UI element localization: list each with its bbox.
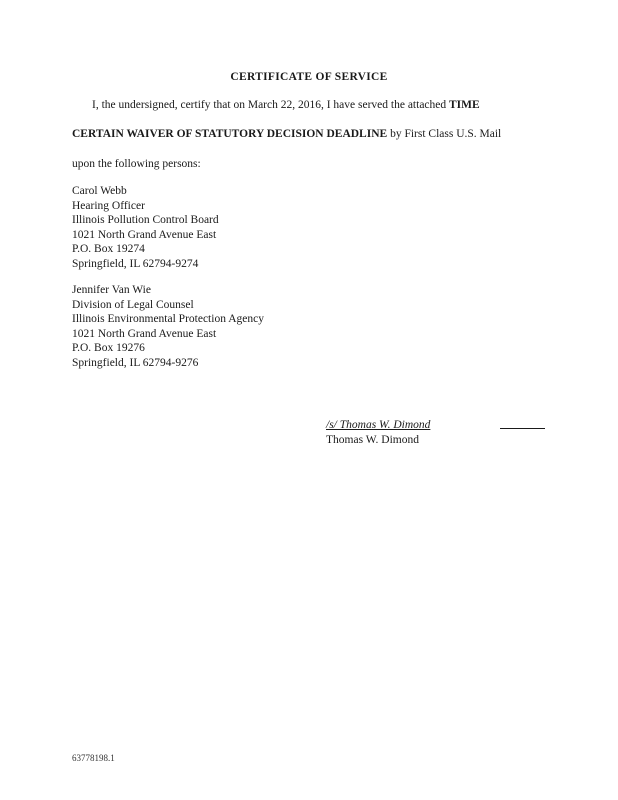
recipient-street: 1021 North Grand Avenue East: [72, 327, 217, 340]
recipient-organization: Illinois Pollution Control Board: [72, 214, 219, 227]
recipient-city: Springfield, IL 62794-9276: [72, 356, 199, 369]
signer-printed-name: Thomas W. Dimond: [326, 434, 419, 446]
document-id: 63778198.1: [72, 753, 115, 763]
signature-block: [326, 418, 430, 448]
recipient-address-block: [72, 283, 264, 371]
recipient-address-block: [72, 184, 219, 272]
recipient-po-box: P.O. Box 19274: [72, 243, 145, 256]
certification-line-2: [72, 128, 501, 140]
recipient-street: 1021 North Grand Avenue East: [72, 228, 217, 241]
electronic-signature: /s/ Thomas W. Dimond: [326, 419, 431, 431]
certification-intro: I, the undersigned, certify that on March 22, 2016, I have served the attached: [92, 99, 450, 111]
upon-text: upon the following persons:: [72, 158, 201, 170]
recipient-po-box: P.O. Box 19276: [72, 342, 145, 355]
document-title: CERTIFICATE OF SERVICE: [230, 71, 388, 83]
recipient-name: Jennifer Van Wie: [72, 284, 151, 296]
document-title-part1: TIME: [449, 99, 480, 111]
recipient-title: Division of Legal Counsel: [72, 298, 194, 311]
recipient-title: Hearing Officer: [72, 199, 145, 212]
electronic-signature-line: [326, 418, 430, 433]
service-method: by First Class U.S. Mail: [387, 128, 502, 140]
certification-line-1: [92, 99, 480, 111]
signature-rule: [500, 428, 545, 429]
recipient-city: Springfield, IL 62794-9274: [72, 257, 199, 270]
recipient-name: Carol Webb: [72, 185, 127, 197]
document-title-part2: CERTAIN WAIVER OF STATUTORY DECISION DEADLINE: [72, 128, 388, 140]
recipient-organization: Illinois Environmental Protection Agency: [72, 313, 264, 326]
